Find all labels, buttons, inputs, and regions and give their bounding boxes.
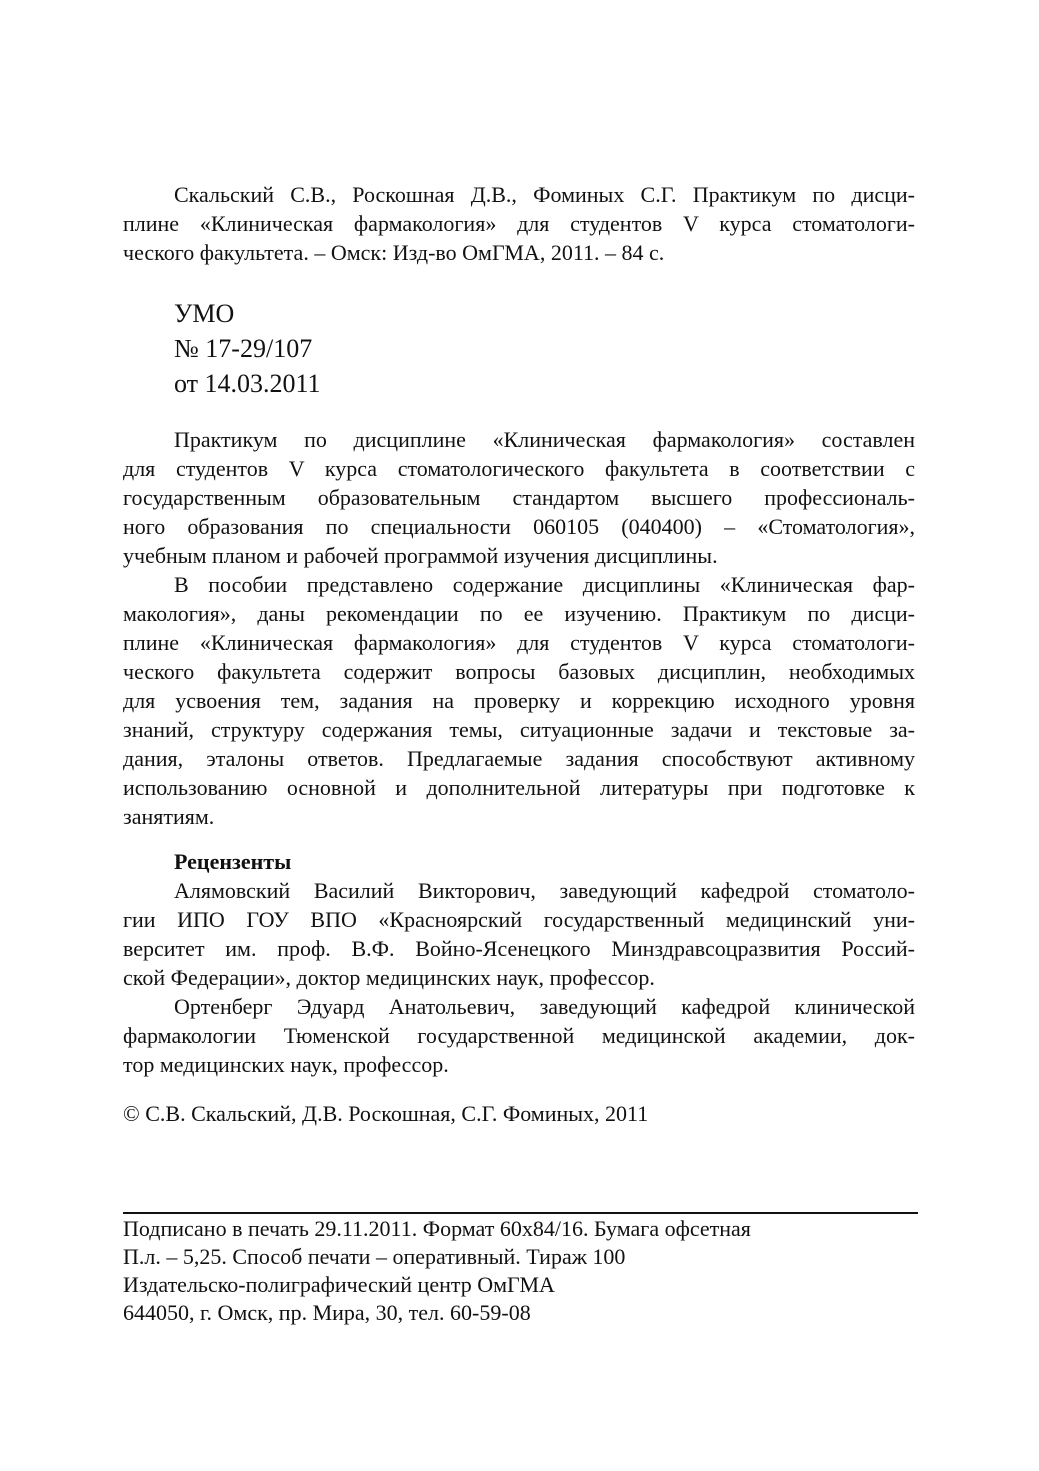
umo-stamp [174,296,321,401]
imprint-block [123,1215,751,1327]
annotation-line: ного образования по специальности 060105 (040400) – «Стоматология», [123,514,915,539]
citation-line: ческого факультета. – Омск: Изд-во ОмГМА, 2011. – 84 с. [123,240,665,265]
citation-line: Скальский С.В., Роскошная Д.В., Фоминых С.Г. Практикум по дисци- [174,182,915,207]
annotation-line: знаний, структуру содержания темы, ситуационные задачи и текстовые за- [123,717,915,742]
annotation-line: В пособии представлено содержание дисциплины «Клиническая фар- [174,572,915,597]
reviewer-line: Ортенберг Эдуард Анатольевич, заведующий кафедрой клинической [174,994,915,1019]
annotation-line: использованию основной и дополнительной литературы при подготовке к [123,775,915,800]
umo-label: УМО [174,299,235,328]
reviewers-section [123,847,915,1079]
annotation-line: учебным планом и рабочей программой изучения дисциплины. [123,543,718,568]
annotation-line: для усвоения тем, задания на проверку и коррекцию исходного уровня [123,688,915,713]
annotation-line: плине «Клиническая фармакология» для студентов V курса стоматологи- [123,630,915,655]
imprint-divider [123,1212,918,1214]
annotation [123,425,915,831]
annotation-line: Практикум по дисциплине «Клиническая фармакология» составлен [174,427,915,452]
reviewer-line: ской Федерации», доктор медицинских наук, профессор. [123,965,655,990]
copyright-notice [123,1099,915,1128]
annotation-line: дания, эталоны ответов. Предлагаемые задания способствуют активному [123,746,915,771]
annotation-line: государственным образовательным стандартом высшего профессиональ- [123,485,915,510]
annotation-line: занятиям. [123,804,215,829]
annotation-line: макология», даны рекомендации по ее изучению. Практикум по дисци- [123,601,915,626]
umo-number: № 17-29/107 [174,334,313,363]
reviewers-heading: Рецензенты [174,849,292,874]
imprint-line: П.л. – 5,25. Способ печати – оперативный. Тираж 100 [123,1244,626,1269]
reviewer-line: Алямовский Василий Викторович, заведующий кафедрой стоматоло- [174,878,915,903]
imprint-line: Издательско-полиграфический центр ОмГМА [123,1272,555,1297]
citation-line: плине «Клиническая фармакология» для студентов V курса стоматологи- [123,211,915,236]
imprint-line: Подписано в печать 29.11.2011. Формат 60х84/16. Бумага офсетная [123,1216,751,1241]
copyright-line: © С.В. Скальский, Д.В. Роскошная, С.Г. Фоминых, 2011 [123,1101,649,1126]
umo-date: от 14.03.2011 [174,369,321,398]
bibliographic-citation [123,180,915,267]
imprint-line: 644050, г. Омск, пр. Мира, 30, тел. 60-59-08 [123,1300,531,1325]
reviewer-line: фармакологии Тюменской государственной медицинской академии, док- [123,1023,915,1048]
annotation-line: ческого факультета содержит вопросы базовых дисциплин, необходимых [123,659,915,684]
annotation-line: для студентов V курса стоматологического факультета в соответствии с [123,456,915,481]
reviewer-line: гии ИПО ГОУ ВПО «Красноярский государственный медицинский уни- [123,907,915,932]
reviewer-line: тор медицинских наук, профессор. [123,1052,449,1077]
reviewer-line: верситет им. проф. В.Ф. Войно-Ясенецкого Минздравсоцразвития Россий- [123,936,915,961]
